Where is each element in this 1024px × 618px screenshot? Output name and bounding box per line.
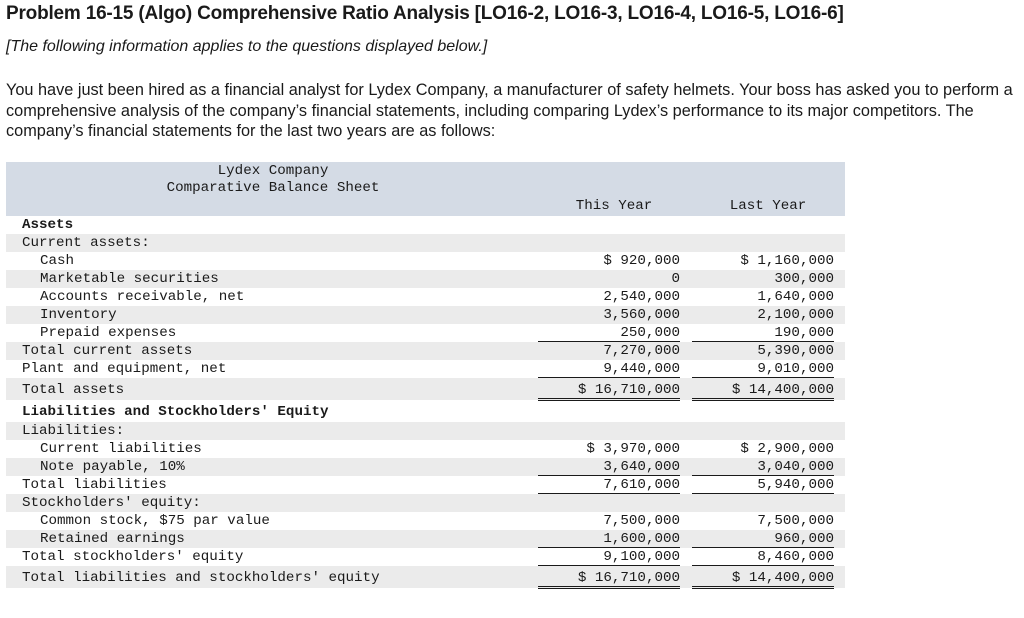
value-last-year: 190,000 [692, 324, 834, 342]
row-label: Common stock, $75 par value [40, 513, 270, 529]
row-liabilities-heading [6, 422, 845, 440]
row-liabilities-equity-heading [6, 400, 845, 422]
row-prepaid-expenses [6, 324, 845, 342]
value-last-year: 300,000 [774, 271, 834, 287]
row-label: Liabilities: [22, 423, 125, 439]
row-label: Note payable, 10% [40, 459, 185, 475]
row-label: Prepaid expenses [40, 325, 177, 341]
row-label: Accounts receivable, net [40, 289, 245, 305]
value-this-year: 3,560,000 [603, 307, 680, 323]
row-common-stock [6, 512, 845, 530]
value-last-year: 7,500,000 [757, 513, 834, 529]
value-last-year: 5,390,000 [757, 343, 834, 359]
row-label: Total stockholders' equity [22, 549, 244, 565]
company-name: Lydex Company [217, 163, 329, 179]
row-total-stockholders-equity [6, 548, 845, 566]
value-last-year: $ 14,400,000 [692, 378, 834, 401]
row-label: Total current assets [22, 343, 193, 359]
column-header-this-year: This Year [575, 198, 653, 214]
value-this-year: 9,440,000 [538, 360, 680, 378]
value-last-year: $ 2,900,000 [740, 441, 834, 457]
value-this-year: 2,540,000 [603, 289, 680, 305]
value-this-year: 0 [671, 271, 680, 287]
row-inventory [6, 306, 845, 324]
statement-name: Comparative Balance Sheet [166, 180, 380, 196]
row-label: Liabilities and Stockholders' Equity [22, 404, 329, 420]
problem-subtitle: [The following information applies to the questions displayed below.] [6, 38, 488, 55]
row-assets [6, 216, 845, 234]
row-marketable-securities [6, 270, 845, 288]
value-this-year: 3,640,000 [538, 458, 680, 476]
value-last-year: 5,940,000 [692, 476, 834, 494]
value-this-year: 1,600,000 [538, 530, 680, 548]
value-last-year: 8,460,000 [692, 548, 834, 566]
row-label: Current assets: [22, 235, 150, 251]
row-label: Plant and equipment, net [22, 361, 227, 377]
value-last-year: $ 1,160,000 [740, 253, 834, 269]
row-accounts-receivable [6, 288, 845, 306]
balance-sheet [6, 162, 845, 588]
value-this-year: 250,000 [538, 324, 680, 342]
value-last-year: $ 14,400,000 [692, 566, 834, 589]
problem-title: Problem 16-15 (Algo) Comprehensive Ratio Analysis [LO16-2, LO16-3, LO16-4, LO16-5, LO16-6] [6, 3, 844, 24]
value-this-year: 7,270,000 [603, 343, 680, 359]
column-header-last-year: Last Year [729, 198, 807, 214]
row-total-assets [6, 378, 845, 400]
row-label: Stockholders' equity: [22, 495, 201, 511]
row-total-current-assets [6, 342, 845, 360]
value-this-year: $ 16,710,000 [538, 378, 680, 401]
row-cash [6, 252, 845, 270]
row-label: Cash [40, 253, 75, 269]
row-total-liabilities [6, 476, 845, 494]
row-label: Assets [22, 217, 74, 233]
row-label: Total assets [22, 382, 125, 398]
value-last-year: 960,000 [692, 530, 834, 548]
value-this-year: 7,610,000 [538, 476, 680, 494]
problem-intro: You have just been hired as a financial analyst for Lydex Company, a manufacturer of safety helmets. Your boss has asked you to perform a comprehensive analysis of the company’s financial statements, including comparing Lydex’s performance to its major competitors. The company’s financial statements for the last two years are as follows: [6, 81, 1013, 140]
row-label: Total liabilities [22, 477, 167, 493]
row-label: Marketable securities [40, 271, 219, 287]
row-label: Total liabilities and stockholders' equity [22, 570, 380, 586]
value-last-year: 3,040,000 [692, 458, 834, 476]
row-label: Current liabilities [40, 441, 202, 457]
row-label: Inventory [40, 307, 117, 323]
value-last-year: 9,010,000 [692, 360, 834, 378]
row-retained-earnings [6, 530, 845, 548]
row-label: Retained earnings [40, 531, 185, 547]
value-this-year: 7,500,000 [603, 513, 680, 529]
row-current-liabilities [6, 440, 845, 458]
value-this-year: $ 920,000 [603, 253, 680, 269]
row-total-liabilities-equity [6, 566, 845, 588]
row-current-assets [6, 234, 845, 252]
row-note-payable [6, 458, 845, 476]
value-last-year: 2,100,000 [757, 307, 834, 323]
value-this-year: 9,100,000 [538, 548, 680, 566]
value-this-year: $ 16,710,000 [538, 566, 680, 589]
value-last-year: 1,640,000 [757, 289, 834, 305]
value-this-year: $ 3,970,000 [586, 441, 680, 457]
balance-sheet-header [6, 162, 845, 216]
row-stockholders-equity-heading [6, 494, 845, 512]
row-plant-equipment [6, 360, 845, 378]
